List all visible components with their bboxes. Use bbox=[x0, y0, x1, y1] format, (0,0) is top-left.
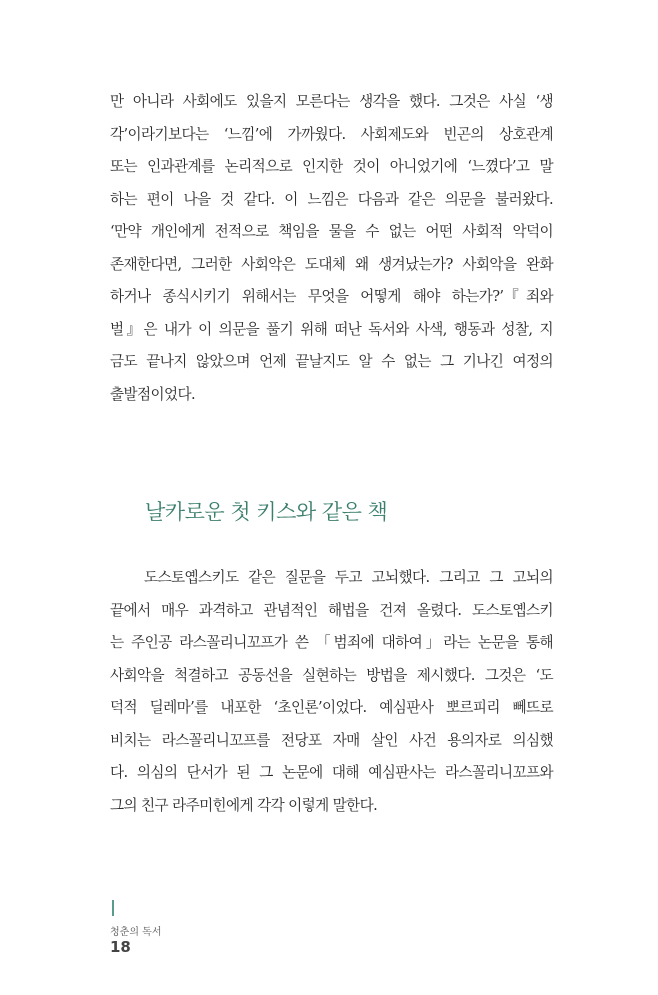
text-line: 하는 편이 나을 것 같다. 이 느낌은 다음과 같은 의문을 불러왔다. bbox=[110, 190, 553, 208]
paragraph-2 bbox=[110, 562, 553, 822]
text-line: 는 주인공 라스꼴리니꼬프가 쓴 「범죄에 대하여」라는 논문을 통해 bbox=[110, 634, 553, 651]
text-line: 벌』은 내가 이 의문을 풀기 위해 떠난 독서와 사색, 행동과 성찰, 지 bbox=[110, 320, 553, 338]
text-line: 도스토옙스키도 같은 질문을 두고 고뇌했다. 그리고 그 고뇌의 bbox=[144, 569, 553, 586]
text-line: 덕적 딜레마’를 내포한 ‘초인론’이었다. 예심판사 뽀르피리 뻬뜨로 bbox=[110, 699, 553, 716]
text-line: 또는 인과관계를 논리적으로 인지한 것이 아니었기에 ‘느꼈다’고 말 bbox=[110, 158, 553, 175]
text-line: 끝에서 매우 과격하고 관념적인 해법을 건져 올렸다. 도스토옙스키 bbox=[110, 601, 553, 619]
folio-divider bbox=[112, 900, 114, 916]
paragraph-1 bbox=[110, 86, 553, 411]
section-heading: 날카로운 첫 키스와 같은 책 bbox=[145, 500, 388, 524]
text-line: 존재한다면, 그러한 사회악은 도대체 왜 생겨났는가? 사회악을 완화 bbox=[110, 255, 553, 273]
running-book-title: 청춘의 독서 bbox=[110, 927, 162, 938]
text-line: 그의 친구 라주미힌에게 각각 이렇게 말한다. bbox=[110, 796, 378, 814]
text-line: 하거나 종식시키기 위해서는 무엇을 어떻게 해야 하는가?’『죄와 bbox=[110, 288, 553, 305]
text-line: 비치는 라스꼴리니꼬프를 전당포 자매 살인 사건 용의자로 의심했 bbox=[110, 731, 553, 749]
text-line: 출발점이었다. bbox=[110, 385, 196, 403]
page-number: 18 bbox=[110, 938, 131, 956]
text-line: 각’이라기보다는 ‘느낌’에 가까웠다. 사회제도와 빈곤의 상호관계 bbox=[110, 125, 553, 143]
text-line: ‘만약 개인에게 전적으로 책임을 물을 수 없는 어떤 사회적 악덕이 bbox=[110, 223, 553, 240]
text-line: 다. 의심의 단서가 된 그 논문에 대해 예심판사는 라스꼴리니꼬프와 bbox=[110, 764, 553, 781]
text-line: 만 아니라 사회에도 있을지 모른다는 생각을 했다. 그것은 사실 ‘생 bbox=[110, 93, 553, 110]
text-line: 금도 끝나지 않았으며 언제 끝날지도 알 수 없는 그 기나긴 여정의 bbox=[110, 353, 553, 370]
text-line: 사회악을 척결하고 공동선을 실현하는 방법을 제시했다. 그것은 ‘도 bbox=[110, 666, 553, 684]
